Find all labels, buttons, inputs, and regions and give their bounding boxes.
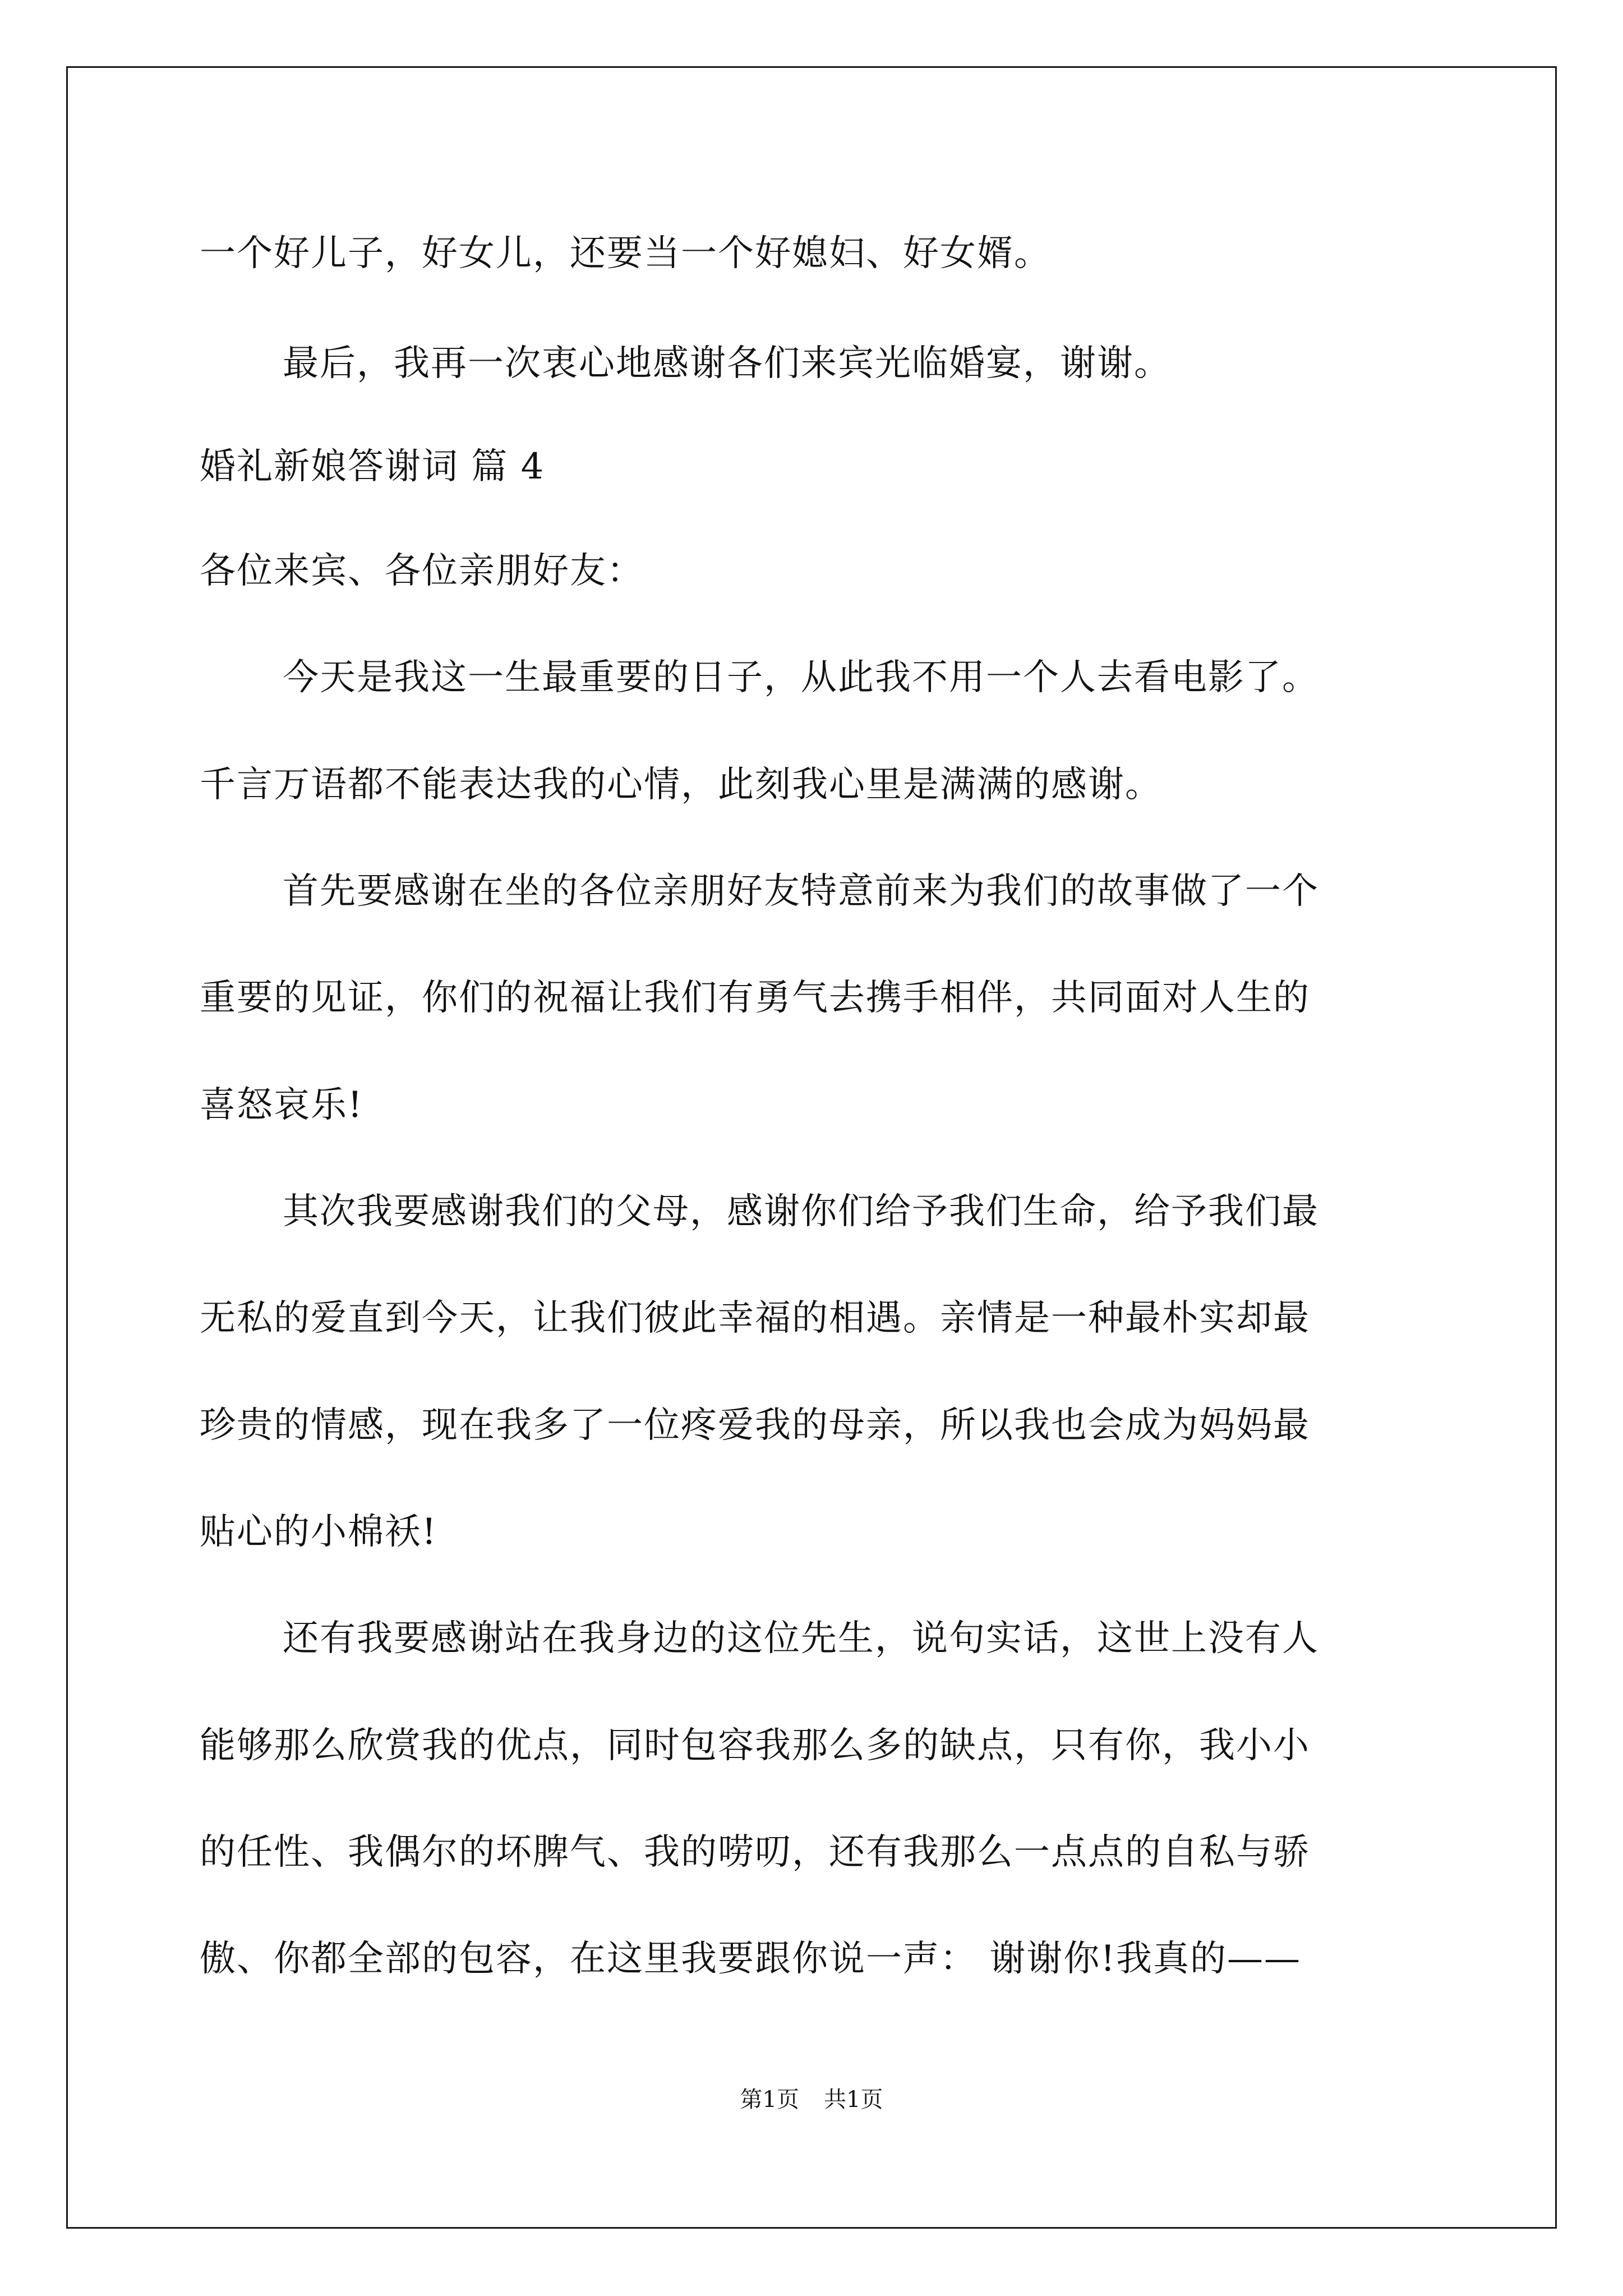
- text-line: 喜怒哀乐!: [200, 1084, 363, 1126]
- text-line: 还有我要感谢站在我身边的这位先生，说句实话，这世上没有人: [283, 1618, 1319, 1659]
- page-number: 第1页: [740, 2087, 799, 2113]
- text-line: 傲、你都全部的包容，在这里我要跟你说一声： 谢谢你!我真的——: [200, 1938, 1302, 1980]
- page-total: 共1页: [824, 2087, 883, 2113]
- text-line: 的任性、我偶尔的坏脾气、我的唠叨，还有我那么一点点的自私与骄: [200, 1832, 1310, 1873]
- text-line: 一个好儿子，好女儿，还要当一个好媳妇、好女婿。: [200, 233, 1051, 274]
- text-line: 今天是我这一生最重要的日子，从此我不用一个人去看电影了。: [283, 657, 1319, 698]
- text-line: 贴心的小棉袄!: [200, 1511, 437, 1553]
- text-line: 千言万语都不能表达我的心情，此刻我心里是满满的感谢。: [200, 764, 1162, 806]
- text-line: 其次我要感谢我们的父母，感谢你们给予我们生命，给予我们最: [283, 1191, 1319, 1232]
- text-line: 首先要感谢在坐的各位亲朋好友特意前来为我们的故事做了一个: [283, 871, 1319, 912]
- section-heading: 婚礼新娘答谢词 篇 4: [200, 446, 545, 487]
- text-line: 重要的见证，你们的祝福让我们有勇气去携手相伴，共同面对人生的: [200, 977, 1310, 1019]
- text-line: 无私的爱直到今天，让我们彼此幸福的相遇。亲情是一种最朴实却最: [200, 1297, 1310, 1339]
- salutation: 各位来宾、各位亲朋好友：: [200, 550, 644, 592]
- text-line: 珍贵的情感，现在我多了一位疼爱我的母亲，所以我也会成为妈妈最: [200, 1405, 1310, 1446]
- text-line: 能够那么欣赏我的优点，同时包容我那么多的缺点，只有你，我小小: [200, 1725, 1310, 1766]
- text-line: 最后，我再一次衷心地感谢各们来宾光临婚宴，谢谢。: [283, 343, 1171, 384]
- page-border: [66, 66, 1557, 2229]
- page-footer: [0, 2088, 1623, 2111]
